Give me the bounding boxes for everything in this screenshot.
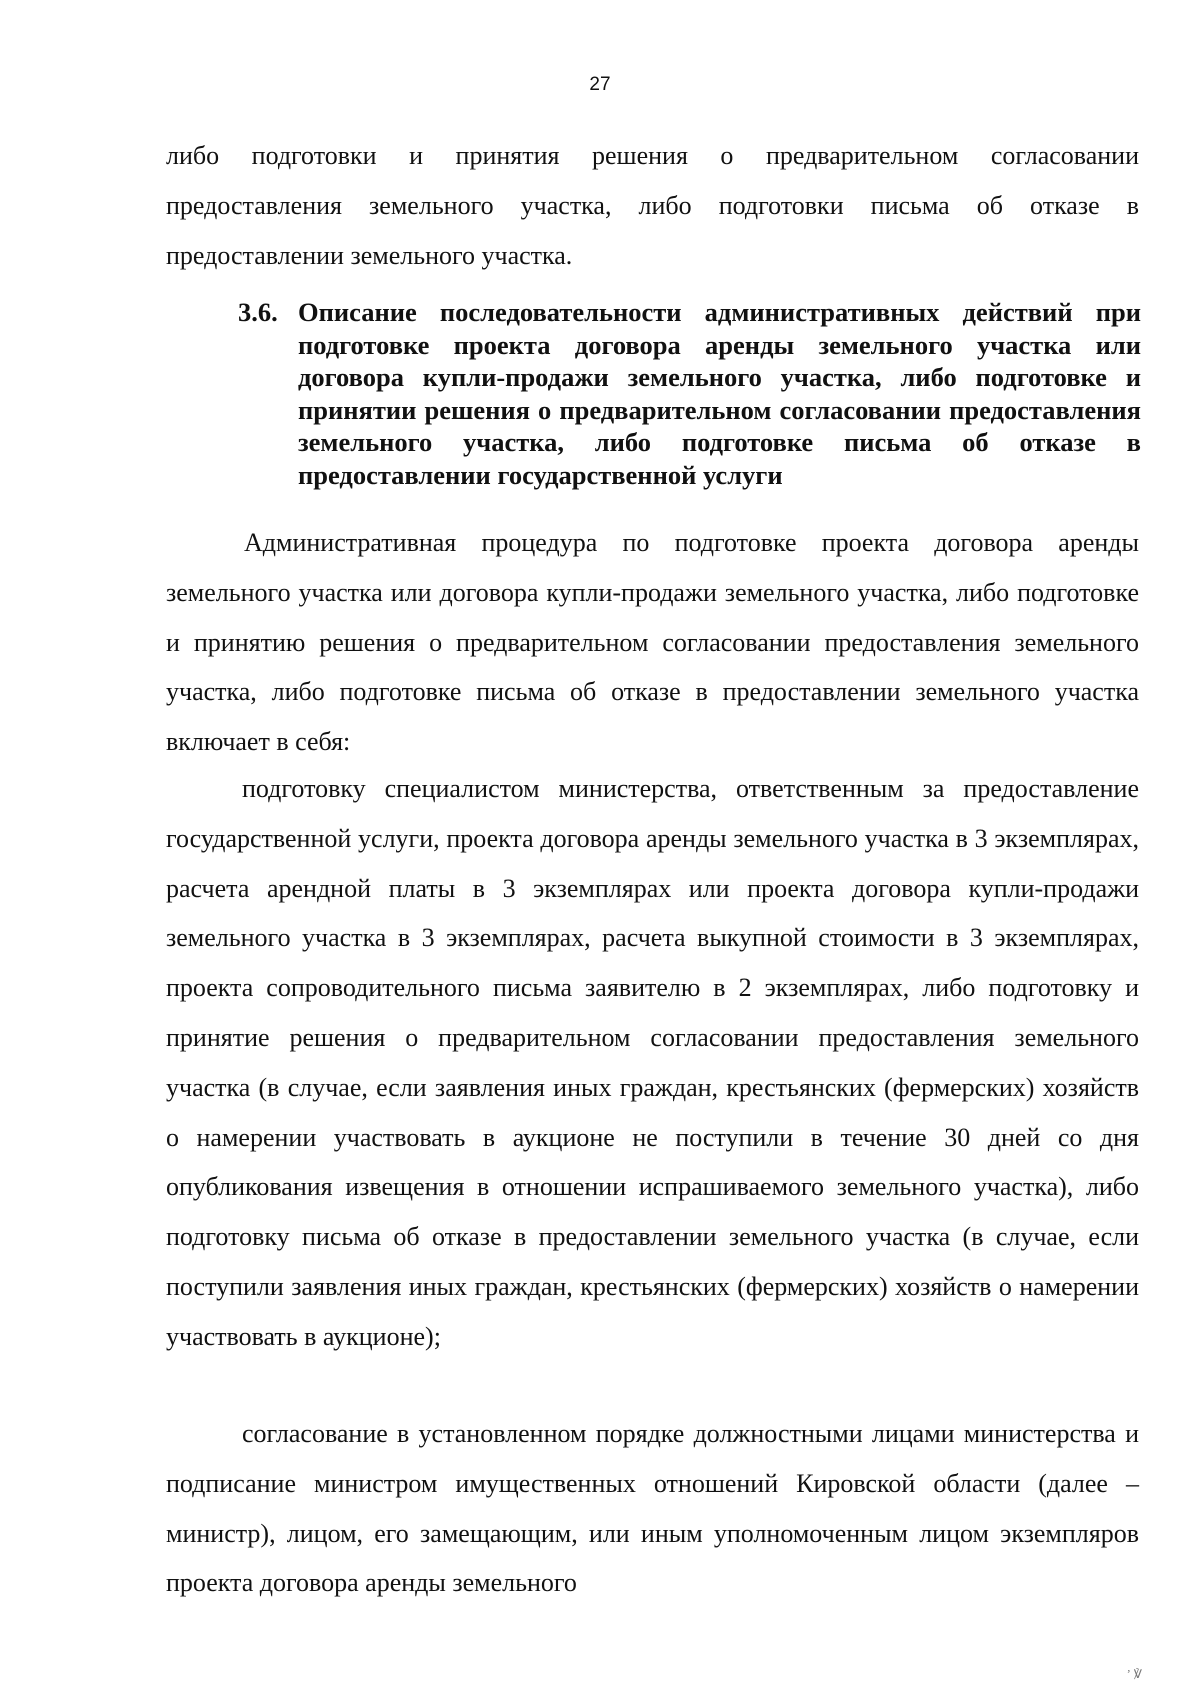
continuation-paragraph: либо подготовки и принятия решения о предварительном согласовании предоставления земельного участка, либо подготовки письма об отказе в предоставлении земельного участка. [166,141,1139,270]
section-title: Описание последовательности административных действий при подготовке проекта договора аренды земельного участка или договора купли-продажи земельного участка, либо подготовке и принятии решения о предварительном согласовании предоставления земельного участка, либо подготовке письма об отказе в предоставлении государственной услуги [298,297,1141,490]
intro-paragraph: Административная процедура по подготовке проекта договора аренды земельного участка или договора купли-продажи земельного участка, либо подготовке и принятию решения о предварительном согласовании предоставления земельного участка, либо подготовке письма об отказе в предоставлении земельного участка включает в себя: [166,528,1139,757]
scan-corner-mark: ʼ ℣ [1126,1667,1142,1681]
page-number: 27 [589,74,611,95]
list-item-approval: согласование в установленном порядке должностными лицами министерства и подписание министром имущественных отношений Кировской области (далее – министр), лицом, его замещающим, или иным уполномоченным лицом экземпляров проекта договора аренды земельного [166,1419,1139,1598]
list-item-preparation: подготовку специалистом министерства, ответственным за предоставление государственной услуги, проекта договора аренды земельного участка в 3 экземплярах, расчета арендной платы в 3 экземплярах или проекта договора купли-продажи земельного участка в 3 экземплярах, расчета выкупной стоимости в 3 экземплярах, проекта сопроводительного письма заявителю в 2 экземплярах, либо подготовку и принятие решения о предварительном согласовании предоставления земельного участка (в случае, если заявления иных граждан, крестьянских (фермерских) хозяйств о намерении участвовать в аукционе не поступили в течение 30 дней со дня опубликования извещения в отношении испрашиваемого земельного участка), либо подготовку письма об отказе в предоставлении земельного участка (в случае, если поступили заявления иных граждан, крестьянских (фермерских) хозяйств о намерении участвовать в аукционе); [166,774,1139,1351]
section-heading [238,296,1141,491]
section-number: 3.6. [238,297,278,327]
